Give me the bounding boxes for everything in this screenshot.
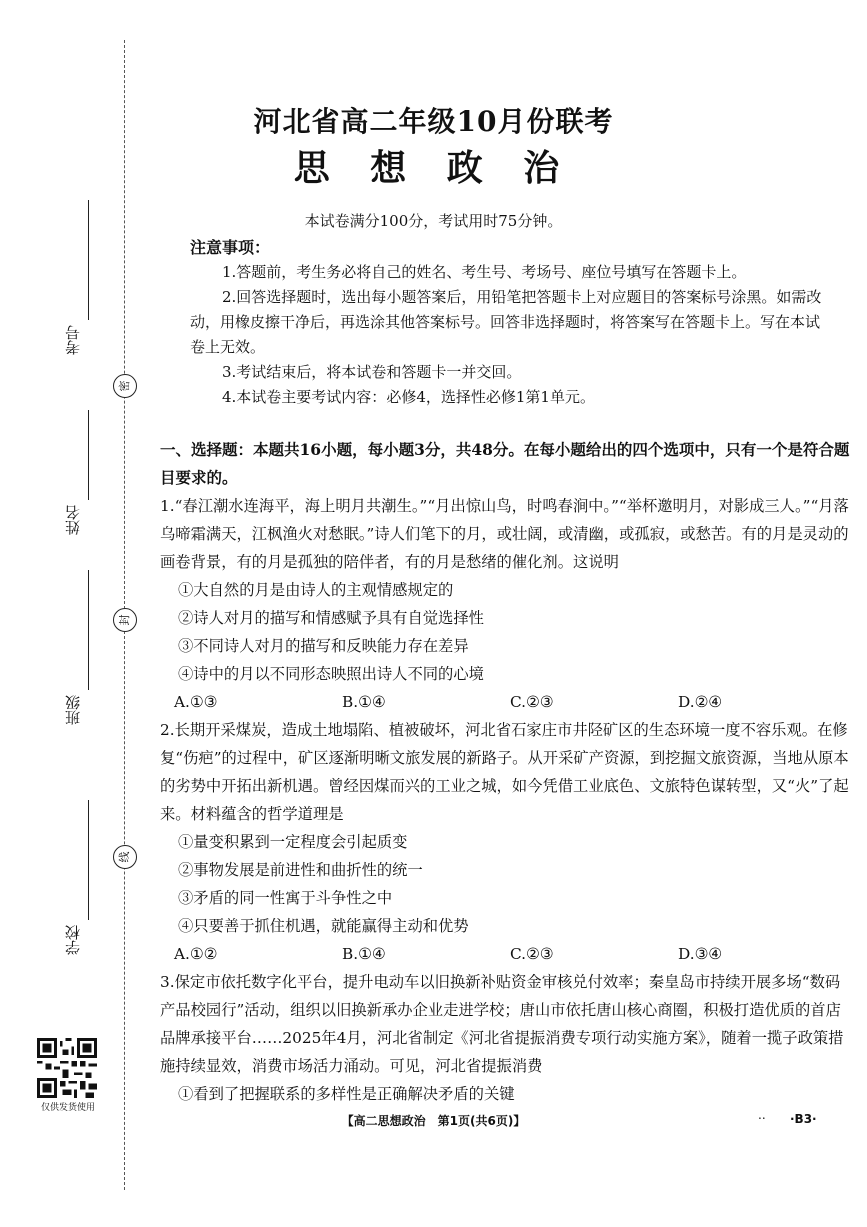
seal-feng: 封 — [113, 608, 137, 632]
seal-xian: 线 — [113, 845, 137, 869]
choice-a[interactable]: A.①② — [174, 945, 218, 963]
answer-choices — [160, 940, 850, 968]
question-option: ①看到了把握联系的多样性是正确解决矛盾的关键 — [178, 1085, 515, 1103]
choice-c[interactable]: C.②③ — [510, 693, 554, 711]
notice-item: 4.本试卷主要考试内容：必修4，选择性必修1第1单元。 — [222, 388, 595, 406]
footer-dots: .. — [758, 1108, 766, 1122]
notice-heading: 注意事项： — [190, 238, 271, 257]
question-option: ④只要善于抓住机遇，就能赢得主动和优势 — [178, 917, 469, 935]
question-option: ①量变积累到一定程度会引起质变 — [178, 833, 408, 851]
seal-mi: 密 — [113, 374, 137, 398]
page-code: ·B3· — [790, 1112, 817, 1126]
choice-b[interactable]: B.①④ — [342, 693, 386, 711]
question-1 — [160, 492, 850, 716]
notice-item: 1.答题前，考生务必将自己的姓名、考生号、考场号、座位号填写在答题卡上。 — [222, 263, 747, 281]
margin-label-exam-number: 考号 — [64, 325, 82, 355]
exam-title: 河北省高二年级10月份联考 — [253, 105, 614, 138]
notice-item: 2.回答选择题时，选出每小题答案后，用铅笔把答题卡上对应题目的答案标号涂黑。如需改动，用橡皮擦干净后，再选涂其他答案标号。回答非选择题时，将答案写在答题卡上。写在本试卷上无效。 — [190, 288, 822, 356]
question-stem: 1.“春江潮水连海平，海上明月共潮生。”“月出惊山鸟，时鸣春涧中。”“举杯邀明月，对影成三人。”“月落乌啼霜满天，江枫渔火对愁眠。”诗人们笔下的月，或壮阔，或清幽，或孤寂，或愁苦。有的月是灵动的画卷背景，有的月是孤独的陪伴者，有的月是愁绪的催化剂。这说明 — [160, 497, 849, 571]
notice-list — [190, 260, 822, 410]
choice-d[interactable]: D.②④ — [678, 693, 723, 711]
name-blank[interactable] — [88, 410, 89, 500]
subject-title: 思 想 政 治 — [293, 147, 574, 189]
question-stem: 3.保定市依托数字化平台，提升电动车以旧换新补贴资金审核兑付效率；秦皇岛市持续开展多场“数码产品校园行”活动，组织以旧换新承办企业走进学校；唐山市依托唐山核心商圈，积极打造优质的首店品牌承接平台……2025年4月，河北省制定《河北省提振消费专项行动实施方案》，随着一揽子政策措施持续显效，消费市场活力涌动。可见，河北省提振消费 — [160, 973, 844, 1075]
question-option: ④诗中的月以不同形态映照出诗人不同的心境 — [178, 665, 484, 683]
question-option: ①大自然的月是由诗人的主观情感规定的 — [178, 581, 454, 599]
question-option: ②事物发展是前进性和曲折性的统一 — [178, 861, 423, 879]
answer-choices — [160, 688, 850, 716]
qr-code-icon — [37, 1038, 97, 1098]
choice-b[interactable]: B.①④ — [342, 945, 386, 963]
qr-caption: 仅供发货使用 — [40, 1103, 95, 1113]
question-option: ③矛盾的同一性寓于斗争性之中 — [178, 889, 393, 907]
question-stem: 2.长期开采煤炭，造成土地塌陷、植被破坏，河北省石家庄市井陉矿区的生态环境一度不容乐观。在修复“伤疤”的过程中，矿区逐渐明晰文旅发展的新路子。从开采矿产资源，到挖掘文旅资源，当地从原本的劣势中开拓出新机遇。曾经因煤而兴的工业之城，如今凭借工业底色、文旅特色谋转型，又“火”了起来。材料蕴含的哲学道理是 — [160, 721, 849, 823]
margin-label-school: 学校 — [64, 925, 82, 955]
class-blank[interactable] — [88, 570, 89, 690]
page-footer: 【高二思想政治 第1页(共6页)】 — [341, 1114, 526, 1128]
choice-a[interactable]: A.①③ — [174, 693, 218, 711]
question-2 — [160, 716, 850, 968]
notice-item: 3.考试结束后，将本试卷和答题卡一并交回。 — [222, 363, 522, 381]
question-option: ③不同诗人对月的描写和反映能力存在差异 — [178, 637, 469, 655]
margin-label-name: 姓名 — [64, 505, 82, 535]
exam-info: 本试卷满分100分，考试用时75分钟。 — [304, 212, 563, 230]
section-heading: 一、选择题：本题共16小题，每小题3分，共48分。在每小题给出的四个选项中，只有一个是符合题目要求的。 — [160, 440, 850, 487]
school-blank[interactable] — [88, 800, 89, 920]
question-3 — [160, 968, 850, 1108]
margin-label-class: 班级 — [64, 695, 82, 725]
choice-c[interactable]: C.②③ — [510, 945, 554, 963]
question-option: ②诗人对月的描写和情感赋予具有自觉选择性 — [178, 609, 484, 627]
choice-d[interactable]: D.③④ — [678, 945, 723, 963]
